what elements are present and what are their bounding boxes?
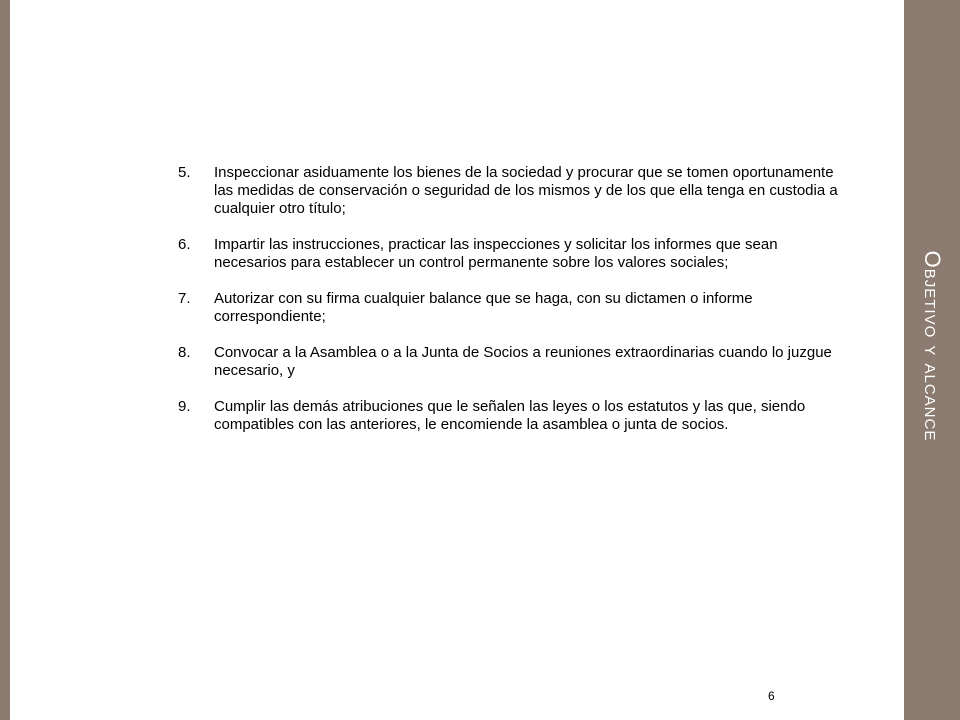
item-number: 6.	[178, 236, 191, 253]
list-item	[178, 344, 838, 380]
item-text: Autorizar con su firma cualquier balance que se haga, con su dictamen o informe correspondiente;	[214, 290, 753, 325]
list-item	[178, 164, 838, 218]
side-title: Objetivo y alcance	[920, 250, 945, 442]
item-number: 5.	[178, 164, 191, 181]
left-accent-bar	[0, 0, 10, 720]
slide-content	[178, 164, 838, 452]
item-number: 8.	[178, 344, 191, 361]
list-item	[178, 398, 838, 434]
item-text: Convocar a la Asamblea o a la Junta de Socios a reuniones extraordinarias cuando lo juzgue necesario, y	[214, 344, 832, 379]
item-text: Impartir las instrucciones, practicar las inspecciones y solicitar los informes que sean necesarios para establecer un control permanente sobre los valores sociales;	[214, 236, 778, 271]
list-item	[178, 236, 838, 272]
numbered-list	[178, 164, 838, 434]
item-text: Cumplir las demás atribuciones que le señalen las leyes o los estatutos y las que, siendo compatibles con las anteriores, le encomiende la asamblea o junta de socios.	[214, 398, 806, 433]
item-number: 9.	[178, 398, 191, 415]
item-text: Inspeccionar asiduamente los bienes de la sociedad y procurar que se tomen oportunamente las medidas de conservación o seguridad de los mismos y de los que ella tenga en custodia a cualquier otro título;	[214, 164, 838, 217]
page-number: 6	[768, 689, 775, 703]
list-item	[178, 290, 838, 326]
item-number: 7.	[178, 290, 191, 307]
